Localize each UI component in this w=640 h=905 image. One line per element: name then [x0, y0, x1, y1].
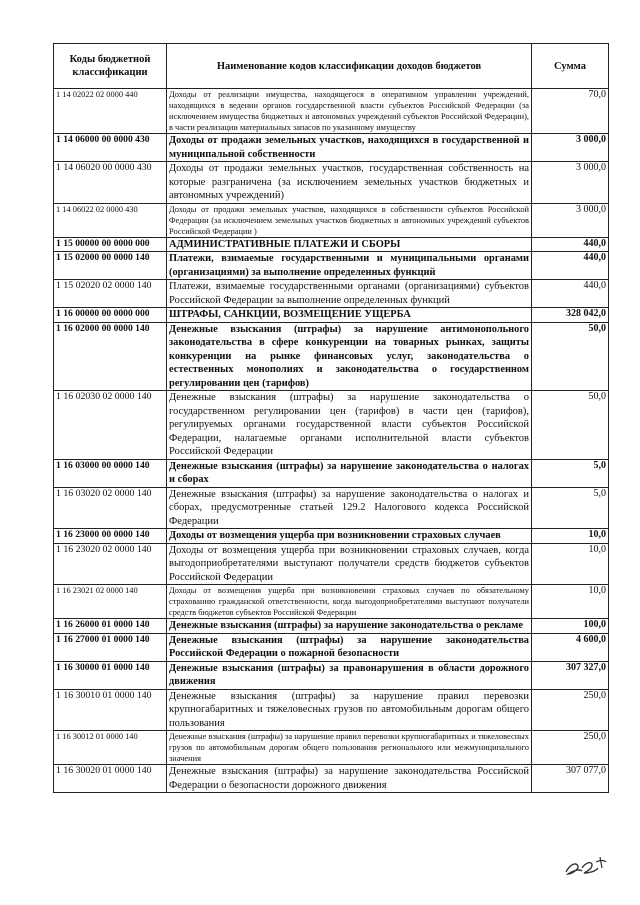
row-name: Денежные взыскания (штрафы) за нарушение законодательства о государственном регулировании цен (тарифов) в части цен (тарифов), регулируемых органами государственной власти субъектов Российской Федерации, налагаемые органами исполнительной власти субъектов Российской Федерации: [167, 391, 532, 460]
row-sum: 250,0: [532, 689, 609, 731]
row-name: Доходы от возмещения ущерба при возникновении страховых случаев, когда выгодоприобретателями выступают получатели средств бюджетов субъектов Российской Федерации: [167, 543, 532, 585]
row-code: 1 15 02020 02 0000 140: [54, 280, 167, 308]
handwritten-page-number: [562, 852, 610, 878]
row-sum: 100,0: [532, 619, 609, 634]
row-code: 1 16 03020 02 0000 140: [54, 487, 167, 529]
row-sum: 3 000,0: [532, 203, 609, 237]
row-code: 1 16 27000 01 0000 140: [54, 633, 167, 661]
header-sum: Сумма: [532, 44, 609, 89]
table-body: [54, 89, 609, 793]
row-name: Денежные взыскания (штрафы) за нарушение законодательства о налогах и сборах: [167, 459, 532, 487]
table-row: [54, 308, 609, 323]
row-name: Денежные взыскания (штрафы) за нарушение правил перевозки крупногабаритных и тяжеловесных грузов по автомобильным дорогам общего пользования: [167, 689, 532, 731]
row-sum: 440,0: [532, 252, 609, 280]
header-name: Наименование кодов классификации доходов бюджетов: [167, 44, 532, 89]
row-sum: 440,0: [532, 237, 609, 252]
table-row: [54, 237, 609, 252]
table-row: [54, 585, 609, 619]
row-name: Доходы от продажи земельных участков, находящихся в государственной и муниципальной собственности: [167, 134, 532, 162]
row-sum: 70,0: [532, 89, 609, 134]
table-row: [54, 543, 609, 585]
row-name: АДМИНИСТРАТИВНЫЕ ПЛАТЕЖИ И СБОРЫ: [167, 237, 532, 252]
row-name: Денежные взыскания (штрафы) за нарушение законодательства о налогах и сборах, предусмотренные статьей 129.2 Налогового кодекса Российской Федерации: [167, 487, 532, 529]
row-sum: 5,0: [532, 487, 609, 529]
row-code: 1 16 30010 01 0000 140: [54, 689, 167, 731]
row-code: 1 14 06020 00 0000 430: [54, 162, 167, 204]
row-sum: 328 042,0: [532, 308, 609, 323]
row-code: 1 16 02000 00 0000 140: [54, 322, 167, 391]
row-name: Денежные взыскания (штрафы) за правонарушения в области дорожного движения: [167, 661, 532, 689]
row-name: Доходы от возмещения ущерба при возникновении страховых случаев по обязательному страхованию гражданской ответственности, когда выгодоприобретателями выступают получатели средств бюджетов субъектов Российской Федерации: [167, 585, 532, 619]
row-sum: 3 000,0: [532, 162, 609, 204]
row-code: 1 14 06022 02 0000 430: [54, 203, 167, 237]
table-row: [54, 529, 609, 544]
row-name: Платежи, взимаемые государственными и муниципальными органами (организациями) за выполнение определенных функций: [167, 252, 532, 280]
row-name: Доходы от продажи земельных участков, государственная собственность на которые разграничена (за исключением земельных участков бюджетных и автономных учреждений): [167, 162, 532, 204]
table-row: [54, 391, 609, 460]
row-code: 1 15 00000 00 0000 000: [54, 237, 167, 252]
table-row: [54, 252, 609, 280]
row-code: 1 16 30020 01 0000 140: [54, 765, 167, 793]
row-sum: 4 600,0: [532, 633, 609, 661]
row-sum: 250,0: [532, 731, 609, 765]
row-code: 1 14 06000 00 0000 430: [54, 134, 167, 162]
table-row: [54, 280, 609, 308]
table-header-row: [54, 44, 609, 89]
row-code: 1 14 02022 02 0000 440: [54, 89, 167, 134]
row-sum: 10,0: [532, 543, 609, 585]
row-sum: 3 000,0: [532, 134, 609, 162]
table-row: [54, 134, 609, 162]
row-code: 1 15 02000 00 0000 140: [54, 252, 167, 280]
row-name: ШТРАФЫ, САНКЦИИ, ВОЗМЕЩЕНИЕ УЩЕРБА: [167, 308, 532, 323]
table-row: [54, 162, 609, 204]
row-sum: 50,0: [532, 391, 609, 460]
table-row: [54, 487, 609, 529]
document-page: [53, 43, 608, 793]
row-name: Денежные взыскания (штрафы) за нарушение законодательства Российской Федерации о пожарной безопасности: [167, 633, 532, 661]
table-row: [54, 661, 609, 689]
row-name: Денежные взыскания (штрафы) за нарушение правил перевозки крупногабаритных и тяжеловесных грузов по автомобильным дорогам общего пользования регионального или межмуниципального значения: [167, 731, 532, 765]
header-code: Коды бюджетной классификации: [54, 44, 167, 89]
budget-revenue-table: [53, 43, 609, 793]
row-code: 1 16 03000 00 0000 140: [54, 459, 167, 487]
row-sum: 307 327,0: [532, 661, 609, 689]
row-code: 1 16 00000 00 0000 000: [54, 308, 167, 323]
row-sum: 10,0: [532, 529, 609, 544]
row-name: Денежные взыскания (штрафы) за нарушение законодательства Российской Федерации о безопасности дорожного движения: [167, 765, 532, 793]
table-row: [54, 322, 609, 391]
row-code: 1 16 23021 02 0000 140: [54, 585, 167, 619]
row-sum: 440,0: [532, 280, 609, 308]
row-name: Платежи, взимаемые государственными органами (организациями) субъектов Российской Федерации за выполнение определенных функций: [167, 280, 532, 308]
row-code: 1 16 30000 01 0000 140: [54, 661, 167, 689]
table-row: [54, 765, 609, 793]
row-sum: 5,0: [532, 459, 609, 487]
row-name: Доходы от возмещения ущерба при возникновении страховых случаев: [167, 529, 532, 544]
table-row: [54, 689, 609, 731]
row-code: 1 16 30012 01 0000 140: [54, 731, 167, 765]
table-row: [54, 633, 609, 661]
table-row: [54, 459, 609, 487]
row-code: 1 16 26000 01 0000 140: [54, 619, 167, 634]
row-code: 1 16 02030 02 0000 140: [54, 391, 167, 460]
row-name: Доходы от реализации имущества, находящегося в оперативном управлении учреждений, находящихся в ведении органов государственной власти субъектов Российской Федерации (за исключением имущества бюджетных и автономных учреждений субъектов Российской Федерации), в части реализации материальных запасов по указанному имуществу: [167, 89, 532, 134]
row-name: Денежные взыскания (штрафы) за нарушение законодательства о рекламе: [167, 619, 532, 634]
table-row: [54, 731, 609, 765]
row-sum: 307 077,0: [532, 765, 609, 793]
table-row: [54, 619, 609, 634]
row-name: Денежные взыскания (штрафы) за нарушение антимонопольного законодательства в сфере конкуренции на товарных рынках, защиты конкуренции на рынке финансовых услуг, законодательства о естественных монополиях и законодательства о государственном регулировании цен (тарифов): [167, 322, 532, 391]
table-row: [54, 203, 609, 237]
row-code: 1 16 23020 02 0000 140: [54, 543, 167, 585]
row-name: Доходы от продажи земельных участков, находящихся в собственности субъектов Российской Федерации (за исключением земельных участков бюджетных и автономных учреждений субъектов Российской Федерации ): [167, 203, 532, 237]
row-sum: 50,0: [532, 322, 609, 391]
row-code: 1 16 23000 00 0000 140: [54, 529, 167, 544]
table-row: [54, 89, 609, 134]
row-sum: 10,0: [532, 585, 609, 619]
